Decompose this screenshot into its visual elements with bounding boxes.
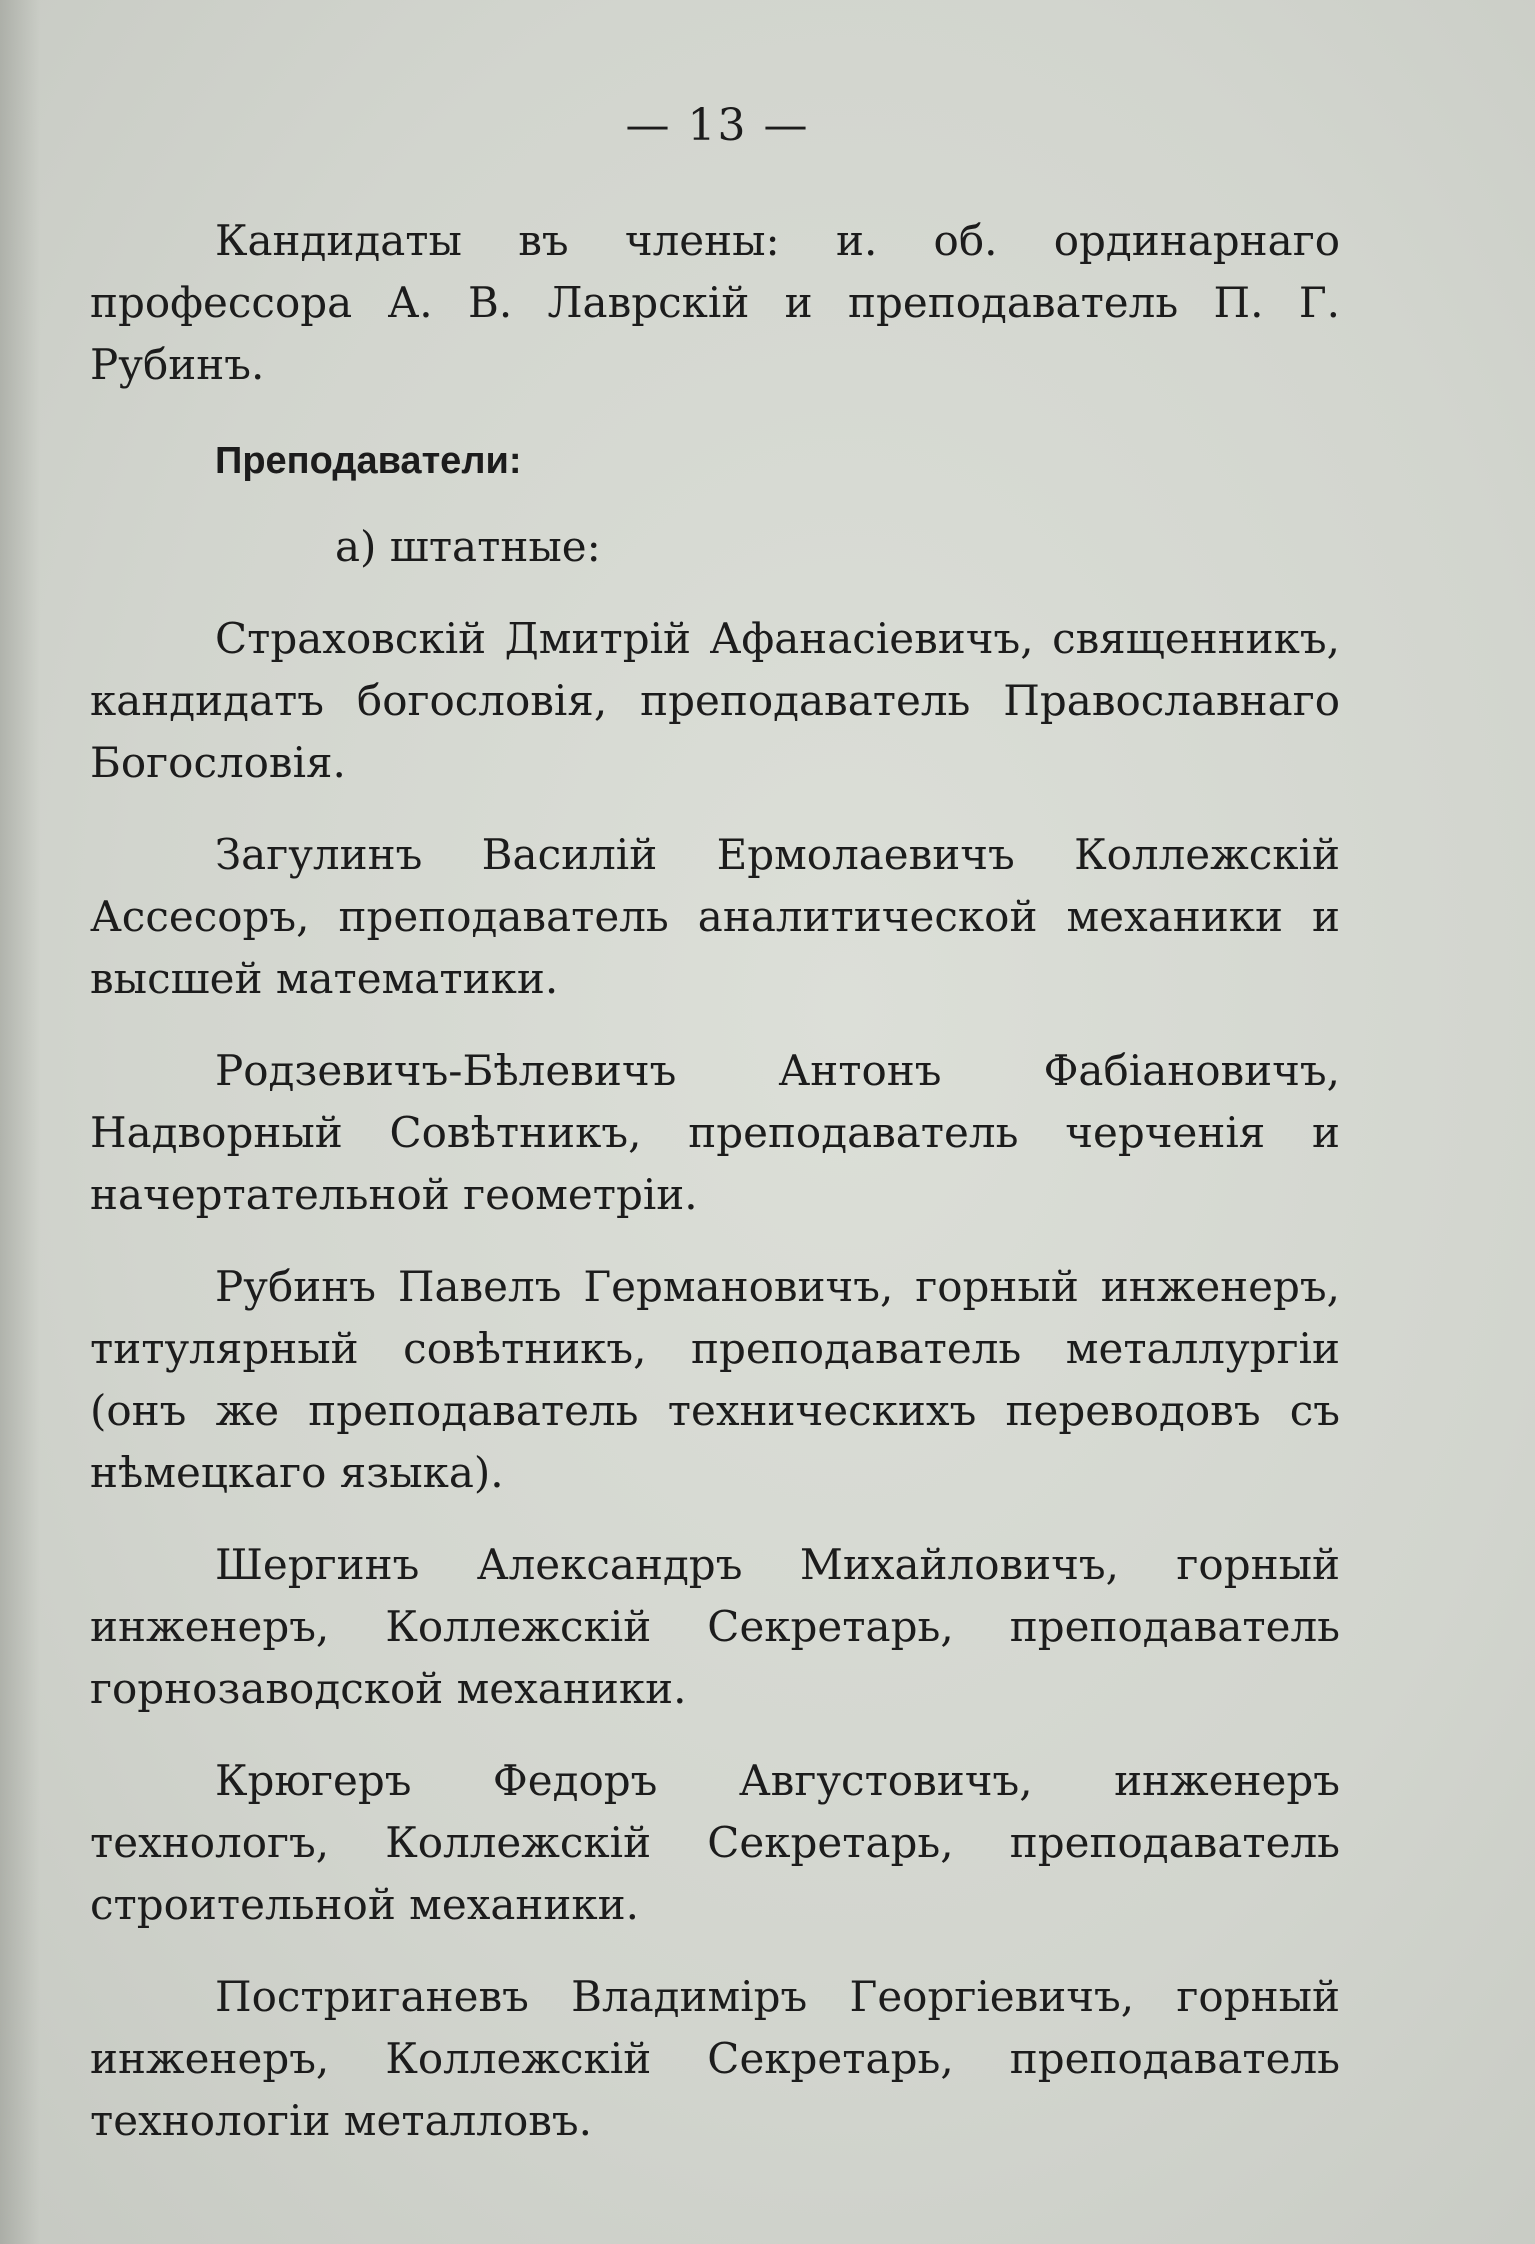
intro-paragraph: Кандидаты въ члены: и. об. ординарнаго профессора А. В. Лаврскій и преподаватель П. Г. Рубинъ. bbox=[90, 216, 1340, 389]
page-edge-shadow bbox=[0, 0, 40, 2244]
staff-entry: Крюгеръ Федоръ Августовичъ, инженеръ технологъ, Коллежскій Секретарь, преподаватель строительной механики. bbox=[90, 1756, 1340, 1929]
staff-entry: Страховскій Дмитрій Афанасіевичъ, священникъ, кандидатъ богословія, преподаватель Православнаго Богословія. bbox=[90, 614, 1340, 787]
page-number: — 13 — bbox=[625, 100, 810, 151]
staff-entry: Родзевичъ-Бѣлевичъ Антонъ Фабіановичъ, Надворный Совѣтникъ, преподаватель черченія и начертательной геометріи. bbox=[90, 1046, 1340, 1219]
section-heading: Преподаватели: bbox=[215, 440, 522, 482]
staff-entry: Загулинъ Василій Ермолаевичъ Коллежскій Ассесоръ, преподаватель аналитической механики и высшей математики. bbox=[90, 830, 1340, 1003]
staff-entry: Шергинъ Александръ Михайловичъ, горный инженеръ, Коллежскій Секретарь, преподаватель горнозаводской механики. bbox=[90, 1540, 1340, 1713]
staff-entry: Постриганевъ Владиміръ Георгіевичъ, горный инженеръ, Коллежскій Секретарь, преподаватель технологіи металловъ. bbox=[90, 1972, 1340, 2145]
page-content bbox=[90, 210, 1340, 2182]
staff-entry: Рубинъ Павелъ Германовичъ, горный инженеръ, титулярный совѣтникъ, преподаватель металлургіи (онъ же преподаватель техническихъ переводовъ съ нѣмецкаго языка). bbox=[90, 1262, 1340, 1497]
section-subheading: а) штатные: bbox=[335, 522, 601, 571]
